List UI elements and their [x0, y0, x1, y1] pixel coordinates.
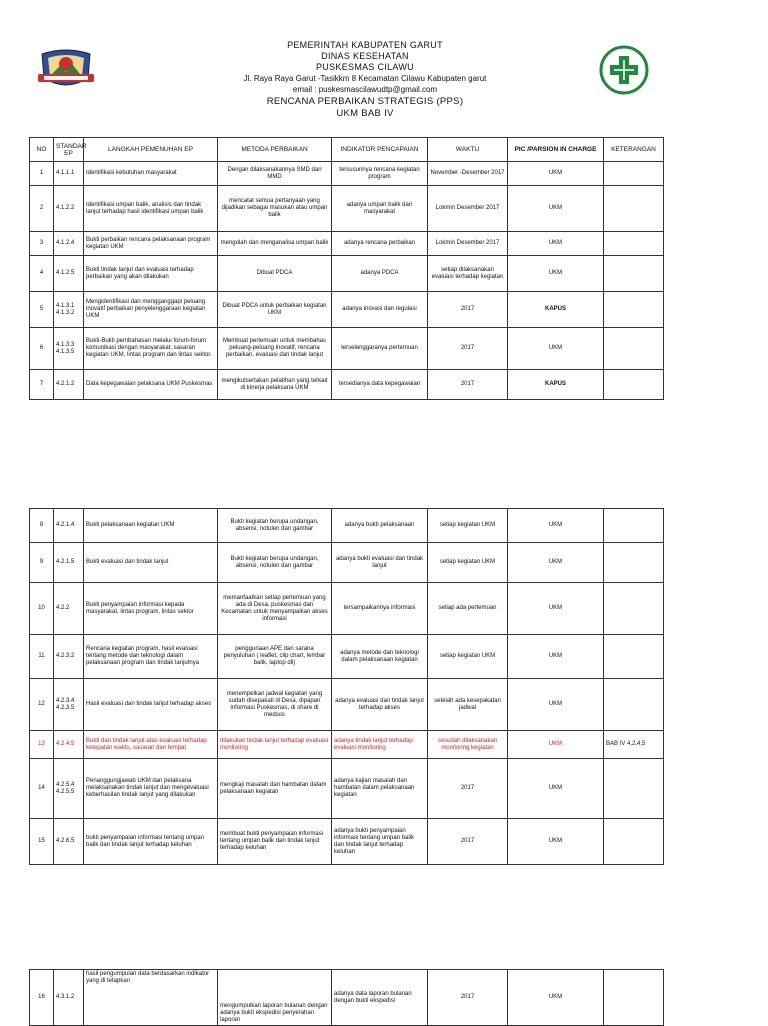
- row-langkah: Identifikasi umpan balik, analisis dan tindak lanjut terhadap hasil identifikasi umpan balik: [84, 186, 218, 232]
- row-ket: BAB IV 4,2,4,5: [604, 731, 664, 759]
- row-waktu: November -Desember 2017: [428, 162, 508, 186]
- header-department: DINAS KESEHATAN: [321, 51, 409, 61]
- row-ep: 4.2.6.5: [54, 819, 84, 865]
- row-waktu: setelah ada kesepakatan jadwal: [428, 679, 508, 731]
- row-ep: 4.1.2.4: [54, 232, 84, 256]
- row-metoda: Dibuat PDCA: [218, 256, 332, 292]
- row-no: 6: [30, 328, 54, 370]
- row-metoda: memanfaatkan setiap pertemuan yang ada di Desa, puskesmas dan Kecamatan untuk menyampaikan akses informasi: [218, 583, 332, 635]
- row-langkah: Identifikasi kebutuhan masyarakat: [84, 162, 218, 186]
- col-metoda: METODA PERBAIKAN: [218, 138, 332, 162]
- table-row: [30, 679, 664, 731]
- row-pic: UKM: [508, 232, 604, 256]
- row-langkah: Bukti perbaikan rencana pelaksanaan program kegiatan UKM: [84, 232, 218, 256]
- row-no: 15: [30, 819, 54, 865]
- row-indikator: adanya umpan balik dari masyarakat: [332, 186, 428, 232]
- row-waktu: setiap dilaksanakan evaluasi terhadap kegiatan: [428, 256, 508, 292]
- row-waktu: Lokmin Desember 2017: [428, 186, 508, 232]
- row-pic: UKM: [508, 819, 604, 865]
- row-ep: 4.1.3.3 4.1.3.5: [54, 328, 84, 370]
- row-no: 2: [30, 186, 54, 232]
- row-waktu: 2017: [428, 970, 508, 1026]
- row-no: 11: [30, 635, 54, 679]
- row-pic: UKM: [508, 256, 604, 292]
- table-row: [30, 970, 664, 1026]
- header-text-block: [200, 40, 530, 119]
- row-no: 1: [30, 162, 54, 186]
- row-pic: UKM: [508, 970, 604, 1026]
- table-row: [30, 292, 664, 328]
- col-pic: PIC /PARSION IN CHARGE: [508, 138, 604, 162]
- document-subtitle: UKM BAB IV: [336, 108, 394, 119]
- row-ket: [604, 162, 664, 186]
- row-ep: 4.1.2.2: [54, 186, 84, 232]
- header-government: PEMERINTAH KABUPATEN GARUT: [287, 40, 443, 50]
- table-row: [30, 370, 664, 400]
- row-ep: 4.2.3.4 4.2.3.5: [54, 679, 84, 731]
- row-metoda: menempelkan jadwal kegiatan yang sudah disepakati di Desa, dipapan informasi Puskesmas, di share di medsos: [218, 679, 332, 731]
- row-langkah: hasil pengumpulan data berdasarkan indikator yang di tetapkan: [84, 970, 218, 1026]
- row-langkah: Bukti tindak lanjut dan evaluasi terhadap perbaikan yang akan dilakukan: [84, 256, 218, 292]
- row-indikator: adanya kajian masalah dan hambatan dalam pelaksanaan kegiatan: [332, 759, 428, 819]
- row-ket: [604, 583, 664, 635]
- table-row: [30, 543, 664, 583]
- col-langkah: LANGKAH PEMENUHAN EP: [84, 138, 218, 162]
- row-ep: 4.2.1.4: [54, 509, 84, 543]
- row-pic: UKM: [508, 731, 604, 759]
- header-address: Jl. Raya Raya Garut -Tasikkm 8 Kecamatan Cilawu Kabupaten garut: [243, 74, 487, 83]
- row-ket: [604, 819, 664, 865]
- row-ket: [604, 635, 664, 679]
- table-row: [30, 256, 664, 292]
- row-ep: 4.2.5.4 4.2.5.5: [54, 759, 84, 819]
- row-ep: 4.2.2: [54, 583, 84, 635]
- row-langkah: Rencana kegiatan program, hasil evaluasi tentang metode dan teknologi dalam pelaksanaan program dan tindak lanjutnya: [84, 635, 218, 679]
- row-indikator: tersusunnya rencana kegiatan program: [332, 162, 428, 186]
- row-waktu: sesudah dilaksanakan monitoring kegiatan: [428, 731, 508, 759]
- row-metoda: Dengan dilaksanakannya SMD dan MMD: [218, 162, 332, 186]
- pps-table-page3: [29, 969, 664, 1026]
- pps-table-page1: [29, 137, 664, 400]
- row-ep: 4.2.1.5: [54, 543, 84, 583]
- row-pic: UKM: [508, 759, 604, 819]
- garut-regency-emblem-icon: [36, 44, 96, 94]
- row-pic: KAPUS: [508, 370, 604, 400]
- row-no: 13: [30, 731, 54, 759]
- row-no: 5: [30, 292, 54, 328]
- row-no: 8: [30, 509, 54, 543]
- row-no: 12: [30, 679, 54, 731]
- table-row: [30, 819, 664, 865]
- row-indikator: adanya data laporan bulanan dengan bukti ekspedisi: [332, 970, 428, 1026]
- row-ep: 4.1.1.1: [54, 162, 84, 186]
- row-pic: UKM: [508, 583, 604, 635]
- row-ket: [604, 256, 664, 292]
- row-pic: UKM: [508, 509, 604, 543]
- row-ket: [604, 328, 664, 370]
- col-keterangan: KETERANGAN: [604, 138, 664, 162]
- puskesmas-cross-logo-icon: [598, 44, 650, 96]
- row-waktu: 2017: [428, 370, 508, 400]
- row-ket: [604, 970, 664, 1026]
- row-waktu: 2017: [428, 759, 508, 819]
- row-pic: UKM: [508, 543, 604, 583]
- col-indikator: INDIKATOR PENCAPAIAN: [332, 138, 428, 162]
- row-no: 9: [30, 543, 54, 583]
- row-indikator: adanya evaluasi dan tindak lanjut terhadap akses: [332, 679, 428, 731]
- row-ket: [604, 509, 664, 543]
- header-email: email : puskesmascilawudtp@gmail.com: [292, 85, 438, 94]
- table-header-row: [30, 138, 664, 162]
- row-no: 10: [30, 583, 54, 635]
- row-ep: 4.1.2.5: [54, 256, 84, 292]
- row-langkah: Bukti pelaksanaan kegiatan UKM: [84, 509, 218, 543]
- row-waktu: 2017: [428, 819, 508, 865]
- row-pic: UKM: [508, 162, 604, 186]
- row-metoda: penggunaan APE dan sarana penyuluhan ( leaflet, clip chart, lembar balik, laptop dll): [218, 635, 332, 679]
- table-row: [30, 583, 664, 635]
- row-no: 16: [30, 970, 54, 1026]
- row-ep: 4.1.3.1 4.1.3.2: [54, 292, 84, 328]
- row-metoda: Membuat pertemuan untuk membahas peluang-peluang inovatif, rencana perbaikan, evaluasi dan tindak lanjut: [218, 328, 332, 370]
- table-row: [30, 162, 664, 186]
- row-waktu: setiap kegiatan UKM: [428, 635, 508, 679]
- col-waktu: WAKTU: [428, 138, 508, 162]
- row-metoda: Bukti kegiatan berupa undangan, absensi, notulen dan gambar: [218, 543, 332, 583]
- row-langkah: Data kepegawaian pelaksana UKM Puskesmas: [84, 370, 218, 400]
- row-no: 14: [30, 759, 54, 819]
- row-metoda: mengikutsertakan pelatihan yang terkait di kinerja pelaksana UKM: [218, 370, 332, 400]
- row-waktu: setiap kegiatan UKM: [428, 543, 508, 583]
- row-metoda: mengumpulkan laporan bulanan dengan adanya bukti ekspedisi penyerahan laporan: [218, 970, 332, 1026]
- row-waktu: setiap ada pertemuan: [428, 583, 508, 635]
- row-no: 7: [30, 370, 54, 400]
- table-row: [30, 759, 664, 819]
- row-langkah: bukti penyampaian informasi tentang umpan balik dan tindak lanjut terhadap keluhan: [84, 819, 218, 865]
- row-langkah: Mengidentifikasi dan mengganggapi peluang inovatif perbaikan penyelenggaraan kegiatan UKM: [84, 292, 218, 328]
- row-indikator: tersedianya data kepegawaian: [332, 370, 428, 400]
- row-metoda: mengkaji masalah dan hambatan dalam pelaksanaan kegiatan: [218, 759, 332, 819]
- row-indikator: adanya bukti pelaksanaan: [332, 509, 428, 543]
- row-pic: KAPUS: [508, 292, 604, 328]
- row-waktu: setiap kegiatan UKM: [428, 509, 508, 543]
- header-puskesmas: PUSKESMAS CILAWU: [316, 62, 414, 72]
- row-metoda: dilakukan tindak lanjut terhadap evaluasi monitoring: [218, 731, 332, 759]
- col-standar-ep: STANDAR EP: [54, 138, 84, 162]
- row-ep: 4.2.1.2: [54, 370, 84, 400]
- col-no: NO: [30, 138, 54, 162]
- row-ket: [604, 186, 664, 232]
- row-ket: [604, 232, 664, 256]
- row-pic: UKM: [508, 635, 604, 679]
- row-indikator: adanya PDCA: [332, 256, 428, 292]
- row-ket: [604, 543, 664, 583]
- row-indikator: adanya inovasi dan regulasi: [332, 292, 428, 328]
- pps-table-page2: [29, 508, 664, 865]
- row-indikator: adanya tindak lanjut terhadap evaluasi monitoring: [332, 731, 428, 759]
- document-header: [0, 0, 768, 136]
- table-row: [30, 232, 664, 256]
- row-no: 3: [30, 232, 54, 256]
- row-no: 4: [30, 256, 54, 292]
- row-langkah: Hasil evaluasi dan tindak lanjut terhadap akses: [84, 679, 218, 731]
- row-metoda: Bukti kegiatan berupa undangan, absensi, notulen dan gambar: [218, 509, 332, 543]
- row-indikator: adanya bukti evaluasi dan tindak lanjut: [332, 543, 428, 583]
- row-metoda: mencatat semua pertanyaan yang dijadikan sebagai masukan atau umpan balik: [218, 186, 332, 232]
- row-metoda: membuat bukti penyampaian informasi tentang umpan balik dan tindak lanjut terhadap keluhan: [218, 819, 332, 865]
- row-waktu: Lokmin Desember 2017: [428, 232, 508, 256]
- row-langkah: Penanggungjawab UKM dan pelaksana melaksanakan tindak lanjut dan mengevaluasi keberhasilan tindak lanjut yang dilakukan: [84, 759, 218, 819]
- row-langkah: Bukti evaluasi dan tindak lanjut: [84, 543, 218, 583]
- row-ep: 4.3.1.2: [54, 970, 84, 1026]
- row-ket: [604, 370, 664, 400]
- row-ket: [604, 759, 664, 819]
- row-indikator: adanya metode dan teknologi dalam pelaksanaan kegiatan: [332, 635, 428, 679]
- row-langkah: Bukti dan tindak lanjut atas evaluasi terhadap ketepatan waktu, sasaran dan tempat: [84, 731, 218, 759]
- row-waktu: 2017: [428, 292, 508, 328]
- row-indikator: adanya bukti penyampaian informasi tentang umpan balik dan tindak lanjut terhadap keluhan: [332, 819, 428, 865]
- table-row: [30, 328, 664, 370]
- row-pic: UKM: [508, 186, 604, 232]
- row-indikator: terselenggaranya pertemuan: [332, 328, 428, 370]
- row-ket: [604, 292, 664, 328]
- row-waktu: 2017: [428, 328, 508, 370]
- row-ep: 4.2.3.2: [54, 635, 84, 679]
- row-ep: 4.2.4.5: [54, 731, 84, 759]
- row-metoda: Dibuat PDCA untuk perbaikan kegiatan UKM: [218, 292, 332, 328]
- table-row: [30, 635, 664, 679]
- row-indikator: adanya rencana perbaikan: [332, 232, 428, 256]
- document-title: RENCANA PERBAIKAN STRATEGIS (PPS): [266, 96, 464, 107]
- table-row: [30, 186, 664, 232]
- row-ket: [604, 679, 664, 731]
- row-metoda: mengolah dan menganalisa umpan balik: [218, 232, 332, 256]
- row-pic: UKM: [508, 328, 604, 370]
- row-langkah: Bukti penyampaian informasi kepada masyarakat, lintas program, lintas sektor: [84, 583, 218, 635]
- row-pic: UKM: [508, 679, 604, 731]
- table-row-highlighted: [30, 731, 664, 759]
- row-langkah: Bukti-Bukti pembahasan melalui forum-forum komunikasi dengan masyarakat, sasaran kegiatan UKM, lintas program dan lintas sektor.: [84, 328, 218, 370]
- row-indikator: tersampaikannya informasi: [332, 583, 428, 635]
- table-row: [30, 509, 664, 543]
